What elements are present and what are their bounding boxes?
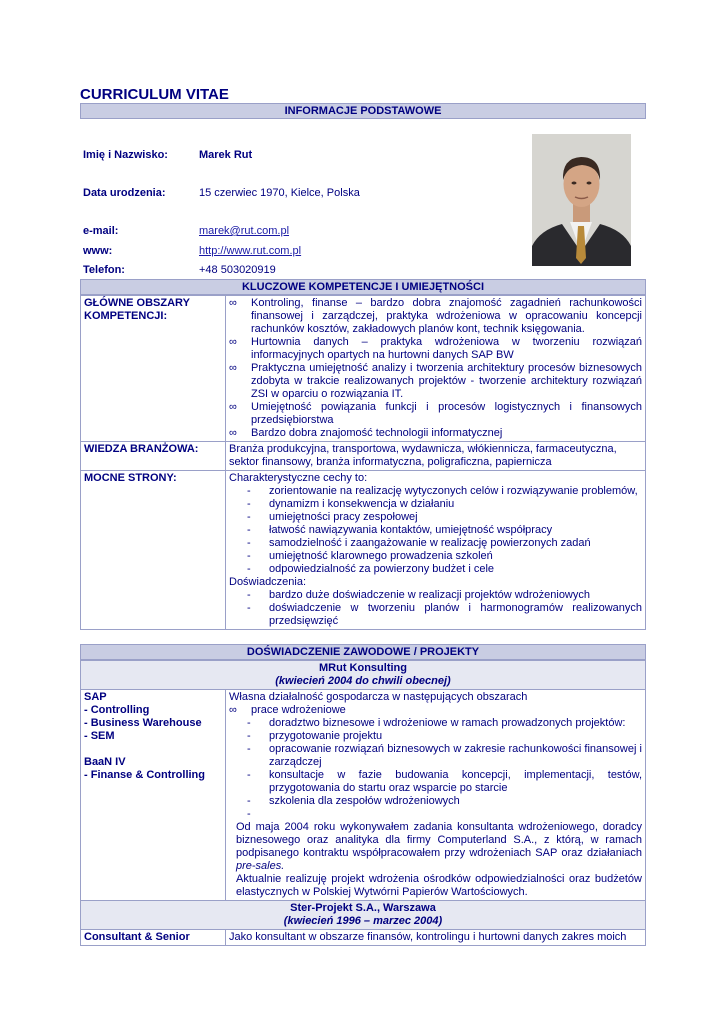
- list-item: - odpowiedzialność za powierzony budżet i cele: [247, 563, 495, 575]
- list-item: ∞ Hurtownia danych – praktyka wdrożeniowa w tworzeniu rozwiązań informacyjnych opartych na hurtowni danych SAP BW: [229, 336, 642, 361]
- www-row: [83, 245, 301, 257]
- competences-table: [80, 295, 646, 630]
- dash-bullet-icon: -: [247, 730, 251, 742]
- portrait-image: [532, 134, 631, 266]
- name-row: [83, 149, 252, 161]
- job-header-row: [81, 901, 646, 930]
- birth-row: [83, 187, 360, 199]
- dash-bullet-icon: -: [247, 717, 251, 729]
- dash-bullet-icon: -: [247, 602, 251, 614]
- infinity-bullet-icon: ∞: [229, 427, 237, 439]
- dash-bullet-icon: -: [247, 524, 251, 536]
- list-item: - doświadczenie w tworzeniu planów i harmonogramów realizowanych przedsięwzięć: [247, 602, 642, 627]
- dash-bullet-icon: -: [247, 563, 251, 575]
- strengths-row: [81, 471, 646, 630]
- dash-bullet-icon: -: [247, 743, 251, 755]
- list-item: [229, 808, 642, 821]
- infinity-bullet-icon: ∞: [229, 362, 237, 374]
- list-item: ∞ Kontroling, finanse – bardzo dobra znajomość zagadnień rachunkowości finansowej i zarządczej, praktyka wdrożeniowa w opracowaniu koncepcji rachunków kosztów, zakładowych planów kont, technik księgowania.: [229, 297, 642, 335]
- strengths-label: MOCNE STRONY:: [81, 471, 226, 630]
- job-period: (kwiecień 2004 do chwili obecnej): [275, 675, 451, 687]
- list-item: ∞ Bardzo dobra znajomość technologii informatycznej: [229, 427, 503, 439]
- job-details-row: [81, 690, 646, 901]
- job-description: Jako konsultant w obszarze finansów, kontrolingu i hurtowni danych zakres moich: [226, 930, 646, 946]
- job-header: [81, 901, 646, 930]
- traits-heading: Charakterystyczne cechy to:: [229, 472, 368, 484]
- industry-label: WIEDZA BRANŻOWA:: [81, 442, 226, 471]
- industry-text: Branża produkcyjna, transportowa, wydawnicza, włókiennicza, farmaceutyczna, sektor finansowy, branża informatyczna, poligraficzna, papiernicza: [226, 442, 646, 471]
- list-item: - bardzo duże doświadczenie w realizacji projektów wdrożeniowych: [247, 589, 590, 601]
- list-item: - dynamizm i konsekwencja w działaniu: [247, 498, 455, 510]
- email-label: e-mail:: [83, 225, 119, 237]
- birth-label: Data urodzenia:: [83, 187, 166, 199]
- strengths-content: [226, 471, 646, 630]
- list-item: - konsultacje w fazie budowania koncepcji, implementacji, testów, przygotowania do startu oraz wsparcie po starcie: [247, 769, 642, 794]
- job-period: (kwiecień 1996 – marzec 2004): [283, 915, 443, 927]
- birth-value: 15 czerwiec 1970, Kielce, Polska: [199, 187, 360, 199]
- cv-title: CURRICULUM VITAE: [80, 86, 229, 103]
- list-item: - opracowanie rozwiązań biznesowych w zakresie rachunkowości finansowej i zarządczej: [247, 743, 642, 768]
- job-header: [81, 661, 646, 690]
- basic-info: [80, 119, 646, 279]
- dash-bullet-icon: -: [247, 589, 251, 601]
- list-item: - umiejętność klarownego prowadzenia szkoleń: [247, 550, 493, 562]
- section-competences-header: KLUCZOWE KOMPETENCJE I UMIEJĘTNOŚCI: [80, 279, 646, 295]
- job-header-row: [81, 661, 646, 690]
- dash-bullet-icon: -: [247, 795, 251, 807]
- dash-bullet-icon: -: [247, 485, 251, 497]
- email-row: [83, 225, 289, 237]
- name-value: Marek Rut: [199, 149, 253, 161]
- job-paragraph: Aktualnie realizuję projekt wdrożenia ośrodków odpowiedzialności oraz budżetów elastycznych w Polskiej Wytwórni Papierów Wartościowych.: [236, 873, 642, 898]
- list-item: ∞ Umiejętność powiązania funkcji i procesów logistycznych i finansowych przedsiębiorstwa: [229, 401, 642, 426]
- job-description: [226, 690, 646, 901]
- name-label: Imię i Nazwisko:: [83, 149, 168, 161]
- dash-bullet-icon: -: [247, 537, 251, 549]
- job-role: Consultant & Senior: [81, 930, 226, 946]
- infinity-bullet-icon: ∞: [229, 401, 237, 413]
- list-item: - umiejętności pracy zespołowej: [247, 511, 418, 523]
- job-details-row: [81, 930, 646, 946]
- www-label: www:: [83, 245, 113, 257]
- dash-bullet-icon: -: [247, 498, 251, 510]
- infinity-bullet-icon: ∞: [229, 336, 237, 348]
- experience-table: [80, 660, 646, 946]
- main-competences-list: [226, 296, 646, 442]
- section-experience-header: DOŚWIADCZENIE ZAWODOWE / PROJEKTY: [80, 644, 646, 660]
- job-paragraph: Od maja 2004 roku wykonywałem zadania konsultanta wdrożeniowego, doradcy biznesowego oraz analityka dla firmy Computerland S.A., z którą, w ramach podpisanego kontraktu współpracowałem przy wdrożeniach SAP oraz działaniach pre-sales.: [236, 821, 642, 872]
- job-intro: Własna działalność gospodarcza w następujących obszarach: [229, 691, 528, 703]
- dash-bullet-icon: -: [247, 769, 251, 781]
- list-item: - szkolenia dla zespołów wdrożeniowych: [247, 795, 460, 807]
- job-company: Ster-Projekt S.A., Warszawa: [290, 902, 436, 914]
- phone-label: Telefon:: [83, 264, 125, 276]
- section-basic-header: INFORMACJE PODSTAWOWE: [80, 103, 646, 119]
- cv-page: [80, 86, 646, 946]
- list-item: - samodzielność i zaangażowanie w realizację powierzonych zadań: [247, 537, 591, 549]
- infinity-bullet-icon: ∞: [229, 297, 237, 309]
- list-item: - zorientowanie na realizację wytyczonych celów i rozwiązywanie problemów,: [247, 485, 638, 497]
- portrait-photo: [532, 134, 631, 266]
- industry-row: [81, 442, 646, 471]
- job-skills: SAP - Controlling - Business Warehouse - SEM BaaN IV - Finanse & Controlling: [81, 690, 226, 901]
- main-competences-row: [81, 296, 646, 442]
- infinity-bullet-icon: ∞: [229, 704, 237, 716]
- experience-heading: Doświadczenia:: [229, 576, 307, 588]
- www-link[interactable]: http://www.rut.com.pl: [199, 245, 302, 257]
- phone-row: [83, 264, 276, 276]
- list-item: - przygotowanie projektu: [247, 730, 383, 742]
- dash-bullet-icon: -: [247, 550, 251, 562]
- dash-bullet-icon: -: [247, 511, 251, 523]
- list-item: - doradztwo biznesowe i wdrożeniowe w ramach prowadzonych projektów:: [247, 717, 626, 729]
- list-item: - łatwość nawiązywania kontaktów, umiejętność współpracy: [247, 524, 553, 536]
- email-link[interactable]: marek@rut.com.pl: [199, 225, 290, 237]
- section-spacer: [80, 630, 646, 644]
- phone-value: +48 503020919: [199, 264, 276, 276]
- dash-bullet-icon: -: [247, 808, 251, 820]
- list-item: ∞ Praktyczna umiejętność analizy i tworzenia architektury procesów biznesowych zdobyta w trakcie realizowanych projektów - tworzenie architektury rozwiązań ZSI w oparciu o rozwiązania IT.: [229, 362, 642, 400]
- list-item: ∞ prace wdrożeniowe: [229, 704, 346, 716]
- job-company: MRut Konsulting: [319, 662, 407, 674]
- main-competences-label: GŁÓWNE OBSZARY KOMPETENCJI:: [81, 296, 226, 442]
